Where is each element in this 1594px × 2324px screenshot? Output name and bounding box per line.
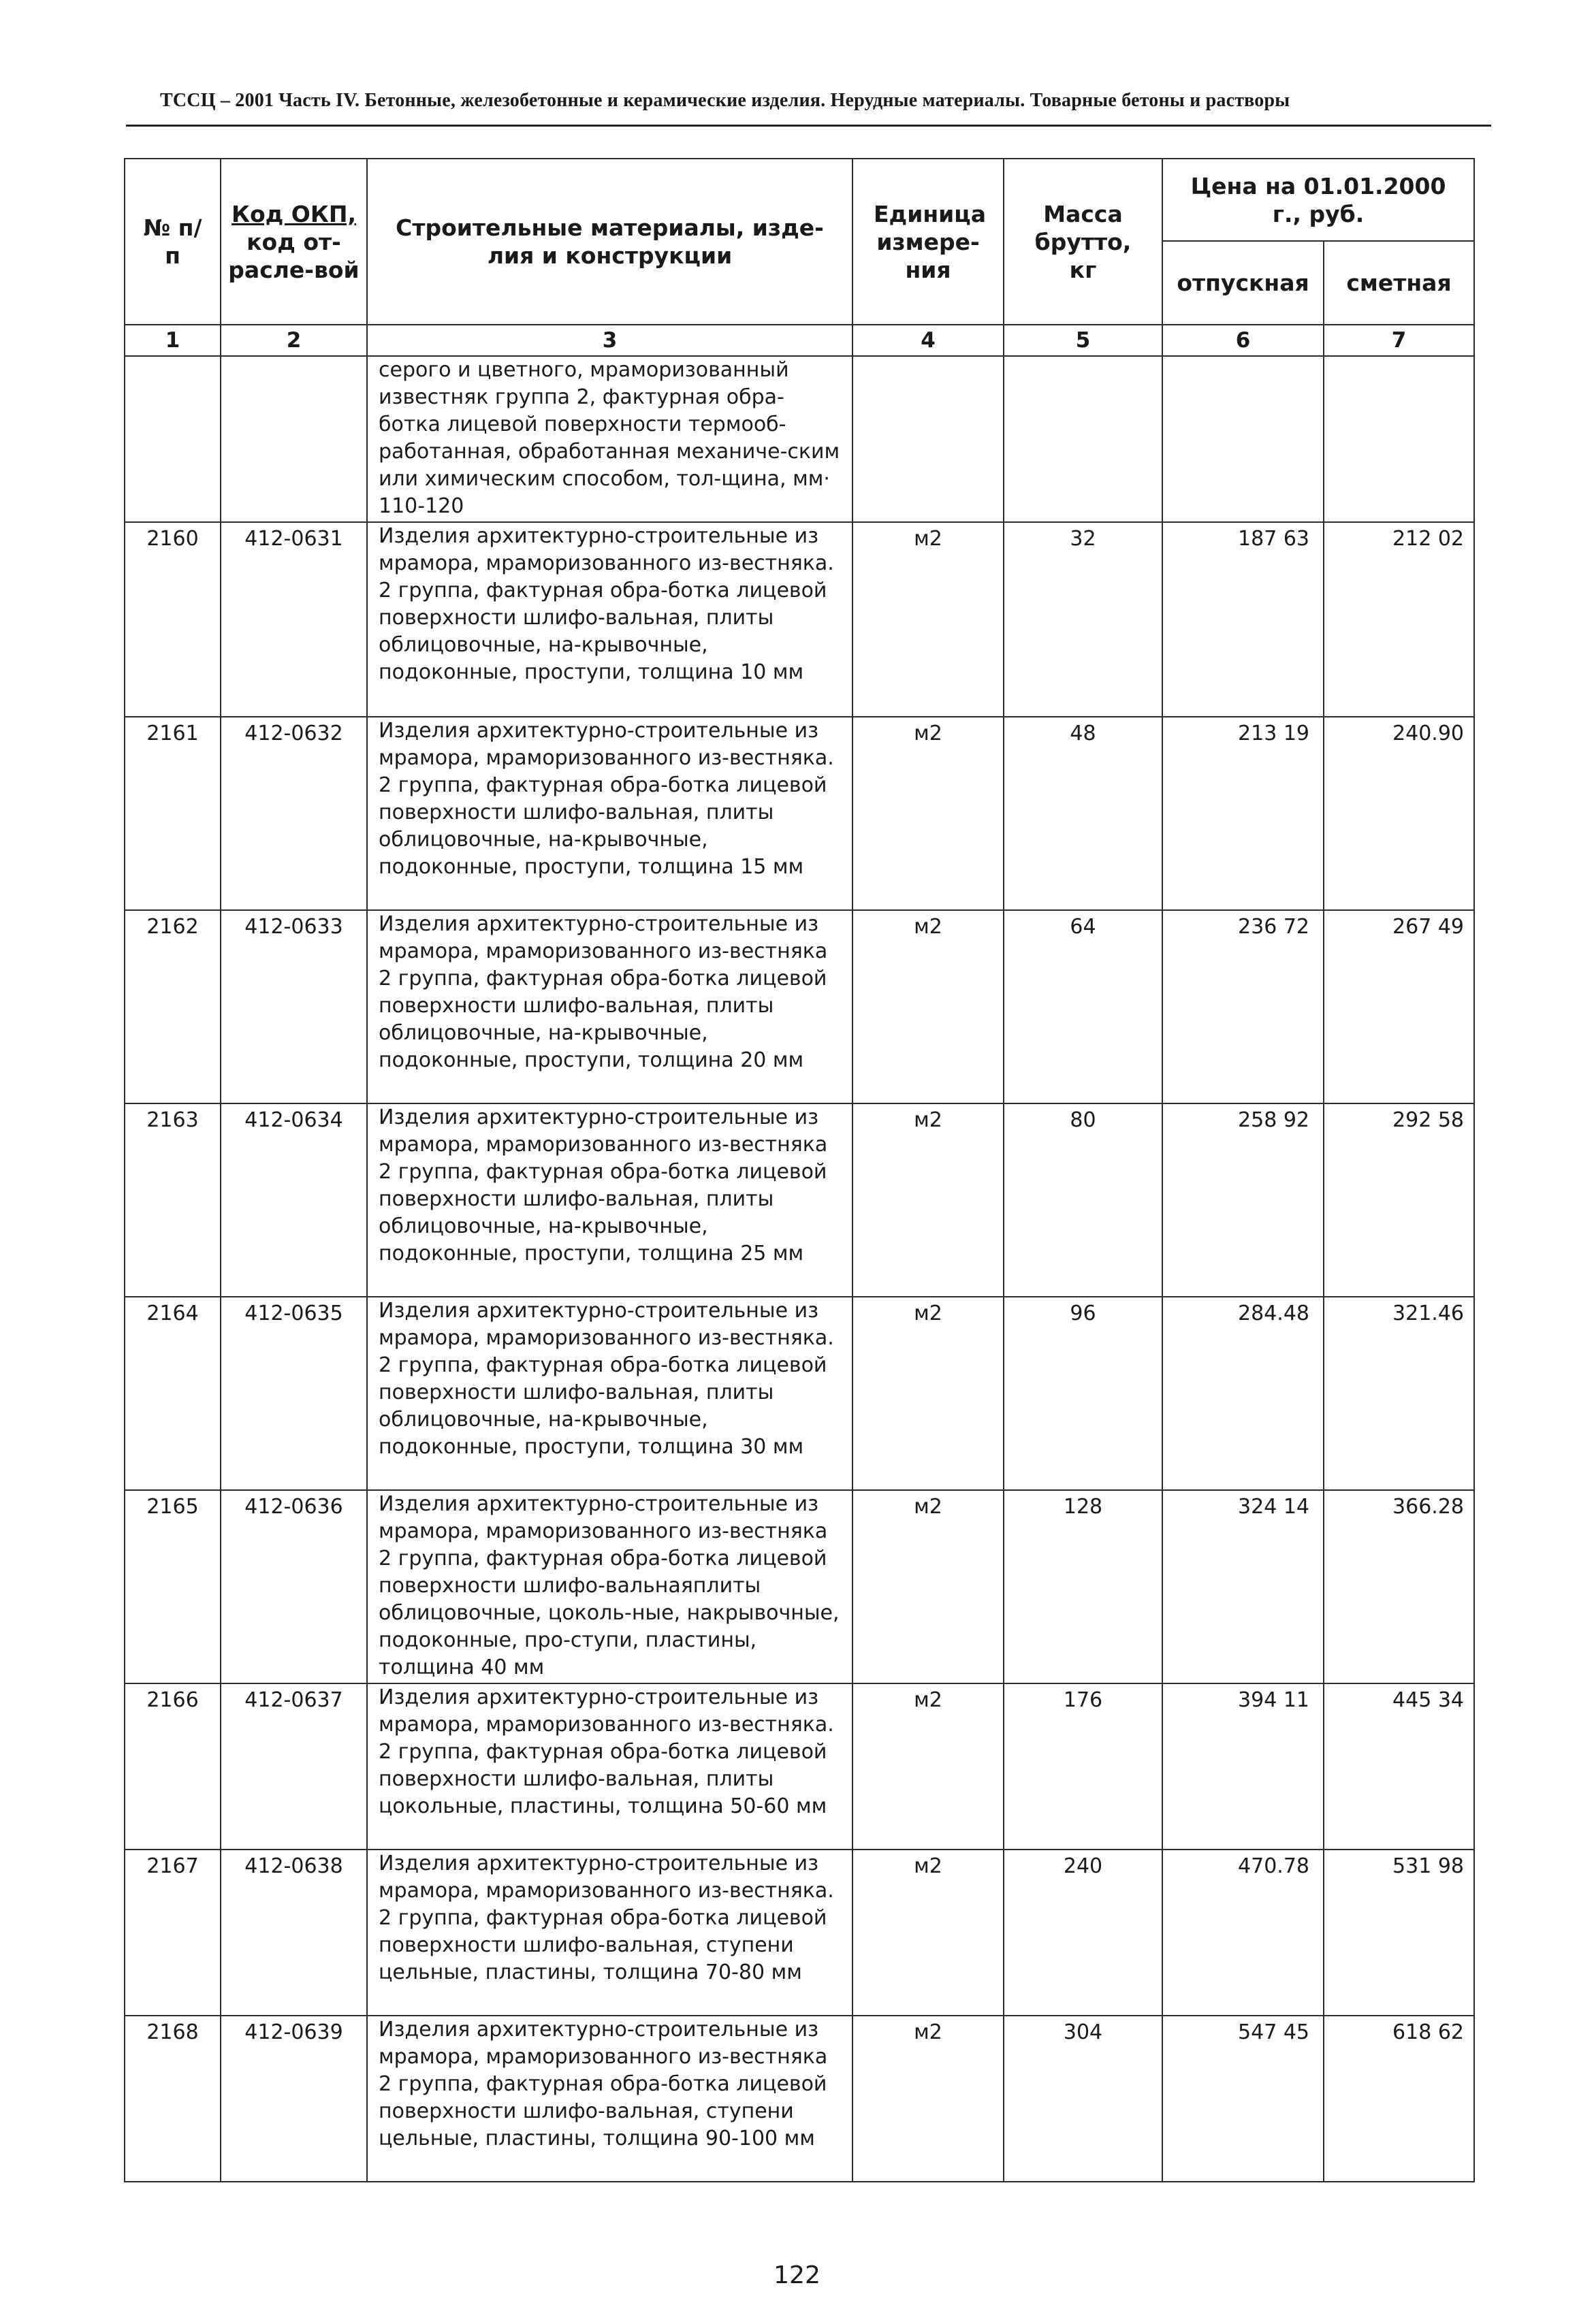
- table-row: [125, 910, 1474, 1103]
- row-number: 2163: [125, 1103, 221, 1297]
- price-release: 284.48: [1162, 1297, 1324, 1490]
- row-number: 2168: [125, 2016, 221, 2182]
- column-number: 1: [125, 325, 221, 356]
- table-row: [125, 2016, 1474, 2182]
- price-estimate: 321.46: [1324, 1297, 1474, 1490]
- gross-mass: 96: [1004, 1297, 1162, 1490]
- header-code-branch: код от-расле-вой: [228, 228, 360, 283]
- price-estimate: 366.28: [1324, 1490, 1474, 1683]
- table-cell: [125, 356, 221, 522]
- price-release: 187 63: [1162, 522, 1324, 717]
- gross-mass: 128: [1004, 1490, 1162, 1683]
- continuation-description: серого и цветного, мраморизованный известняк группа 2, фактурная обра-ботка лицевой поверхности термооб-работанная, обработанная механиче-ским или химическим способом, тол-щина, мм· 110-120: [367, 356, 852, 522]
- price-release: 547 45: [1162, 2016, 1324, 2182]
- column-number: 5: [1004, 325, 1162, 356]
- table-cell: [221, 356, 367, 522]
- row-number: 2160: [125, 522, 221, 717]
- table-row: [125, 1683, 1474, 1850]
- price-release: 470.78: [1162, 1850, 1324, 2016]
- row-number: 2164: [125, 1297, 221, 1490]
- row-number: 2162: [125, 910, 221, 1103]
- table-cell: [1162, 356, 1324, 522]
- table-cell: [1004, 356, 1162, 522]
- price-table: [124, 158, 1475, 2182]
- table-row: [125, 1297, 1474, 1490]
- gross-mass: 32: [1004, 522, 1162, 717]
- gross-mass: 240: [1004, 1850, 1162, 2016]
- header-unit: Единица измере-ния: [852, 159, 1004, 325]
- header-num: № п/п: [125, 159, 221, 325]
- okp-code: 412-0634: [221, 1103, 367, 1297]
- price-estimate: 212 02: [1324, 522, 1474, 717]
- item-description: Изделия архитектурно-строительные из мрамора, мраморизованного из-вестняка. 2 группа, фактурная обра-ботка лицевой поверхности шлифо-вальная, плиты цокольные, пластины, толщина 50-60 мм: [367, 1683, 852, 1850]
- row-number: 2166: [125, 1683, 221, 1850]
- column-number: 3: [367, 325, 852, 356]
- running-header: ТССЦ – 2001 Часть IV. Бетонные, железобетонные и керамические изделия. Нерудные материалы. Товарные бетоны и растворы: [160, 90, 1290, 111]
- item-description: Изделия архитектурно-строительные из мрамора, мраморизованного из-вестняка. 2 группа, фактурная обра-ботка лицевой поверхности шлифо-вальная, плиты облицовочные, на-крывочные, подоконные, проступи, толщина 10 мм: [367, 522, 852, 717]
- column-number: 6: [1162, 325, 1324, 356]
- unit-of-measure: м2: [852, 2016, 1004, 2182]
- price-estimate: 618 62: [1324, 2016, 1474, 2182]
- column-number-row: [125, 325, 1474, 356]
- price-estimate: 531 98: [1324, 1850, 1474, 2016]
- okp-code: 412-0632: [221, 717, 367, 910]
- unit-of-measure: м2: [852, 1103, 1004, 1297]
- okp-code: 412-0636: [221, 1490, 367, 1683]
- header-price-release: отпускная: [1162, 241, 1324, 325]
- price-release: 394 11: [1162, 1683, 1324, 1850]
- item-description: Изделия архитектурно-строительные из мрамора, мраморизованного из-вестняка 2 группа, фактурная обра-ботка лицевой поверхности шлифо-вальнаяплиты облицовочные, цоколь-ные, накрывочные, подоконные, про-ступи, пластины, толщина 40 мм: [367, 1490, 852, 1683]
- header-price: Цена на 01.01.2000 г., руб.: [1162, 159, 1474, 241]
- okp-code: 412-0639: [221, 2016, 367, 2182]
- table-cell: [1324, 356, 1474, 522]
- header-code: [221, 159, 367, 325]
- table-row: [125, 1850, 1474, 2016]
- price-release: 213 19: [1162, 717, 1324, 910]
- unit-of-measure: м2: [852, 717, 1004, 910]
- price-release: 324 14: [1162, 1490, 1324, 1683]
- gross-mass: 48: [1004, 717, 1162, 910]
- table-cell: [852, 356, 1004, 522]
- price-estimate: 445 34: [1324, 1683, 1474, 1850]
- table-row: [125, 1490, 1474, 1683]
- okp-code: 412-0638: [221, 1850, 367, 2016]
- table-row: [125, 1103, 1474, 1297]
- header-materials: Строительные материалы, изде-лия и конструкции: [367, 159, 852, 325]
- item-description: Изделия архитектурно-строительные из мрамора, мраморизованного из-вестняка 2 группа, фактурная обра-ботка лицевой поверхности шлифо-вальная, ступени цельные, пластины, толщина 90-100 мм: [367, 2016, 852, 2182]
- okp-code: 412-0631: [221, 522, 367, 717]
- row-number: 2161: [125, 717, 221, 910]
- gross-mass: 80: [1004, 1103, 1162, 1297]
- header-code-okp: Код ОКП,: [232, 200, 356, 227]
- price-estimate: 240.90: [1324, 717, 1474, 910]
- page-number: 122: [774, 2261, 820, 2289]
- unit-of-measure: м2: [852, 1490, 1004, 1683]
- header-price-estimate: сметная: [1324, 241, 1474, 325]
- continuation-row: [125, 356, 1474, 522]
- row-number: 2165: [125, 1490, 221, 1683]
- header-rule: [126, 125, 1491, 127]
- column-number: 7: [1324, 325, 1474, 356]
- unit-of-measure: м2: [852, 522, 1004, 717]
- table-row: [125, 522, 1474, 717]
- gross-mass: 64: [1004, 910, 1162, 1103]
- okp-code: 412-0635: [221, 1297, 367, 1490]
- unit-of-measure: м2: [852, 1850, 1004, 2016]
- gross-mass: 304: [1004, 2016, 1162, 2182]
- price-estimate: 292 58: [1324, 1103, 1474, 1297]
- okp-code: 412-0633: [221, 910, 367, 1103]
- unit-of-measure: м2: [852, 910, 1004, 1103]
- item-description: Изделия архитектурно-строительные из мрамора, мраморизованного из-вестняка. 2 группа, фактурная обра-ботка лицевой поверхности шлифо-вальная, плиты облицовочные, на-крывочные, подоконные, проступи, толщина 15 мм: [367, 717, 852, 910]
- table-row: [125, 717, 1474, 910]
- okp-code: 412-0637: [221, 1683, 367, 1850]
- price-release: 258 92: [1162, 1103, 1324, 1297]
- item-description: Изделия архитектурно-строительные из мрамора, мраморизованного из-вестняка 2 группа, фактурная обра-ботка лицевой поверхности шлифо-вальная, плиты облицовочные, на-крывочные, подоконные, проступи, толщина 20 мм: [367, 910, 852, 1103]
- column-number: 4: [852, 325, 1004, 356]
- gross-mass: 176: [1004, 1683, 1162, 1850]
- unit-of-measure: м2: [852, 1297, 1004, 1490]
- price-estimate: 267 49: [1324, 910, 1474, 1103]
- price-release: 236 72: [1162, 910, 1324, 1103]
- item-description: Изделия архитектурно-строительные из мрамора, мраморизованного из-вестняка 2 группа, фактурная обра-ботка лицевой поверхности шлифо-вальная, плиты облицовочные, на-крывочные, подоконные, проступи, толщина 25 мм: [367, 1103, 852, 1297]
- row-number: 2167: [125, 1850, 221, 2016]
- header-mass: Масса брутто, кг: [1004, 159, 1162, 325]
- item-description: Изделия архитектурно-строительные из мрамора, мраморизованного из-вестняка. 2 группа, фактурная обра-ботка лицевой поверхности шлифо-вальная, ступени цельные, пластины, толщина 70-80 мм: [367, 1850, 852, 2016]
- column-number: 2: [221, 325, 367, 356]
- item-description: Изделия архитектурно-строительные из мрамора, мраморизованного из-вестняка. 2 группа, фактурная обра-ботка лицевой поверхности шлифо-вальная, плиты облицовочные, на-крывочные, подоконные, проступи, толщина 30 мм: [367, 1297, 852, 1490]
- unit-of-measure: м2: [852, 1683, 1004, 1850]
